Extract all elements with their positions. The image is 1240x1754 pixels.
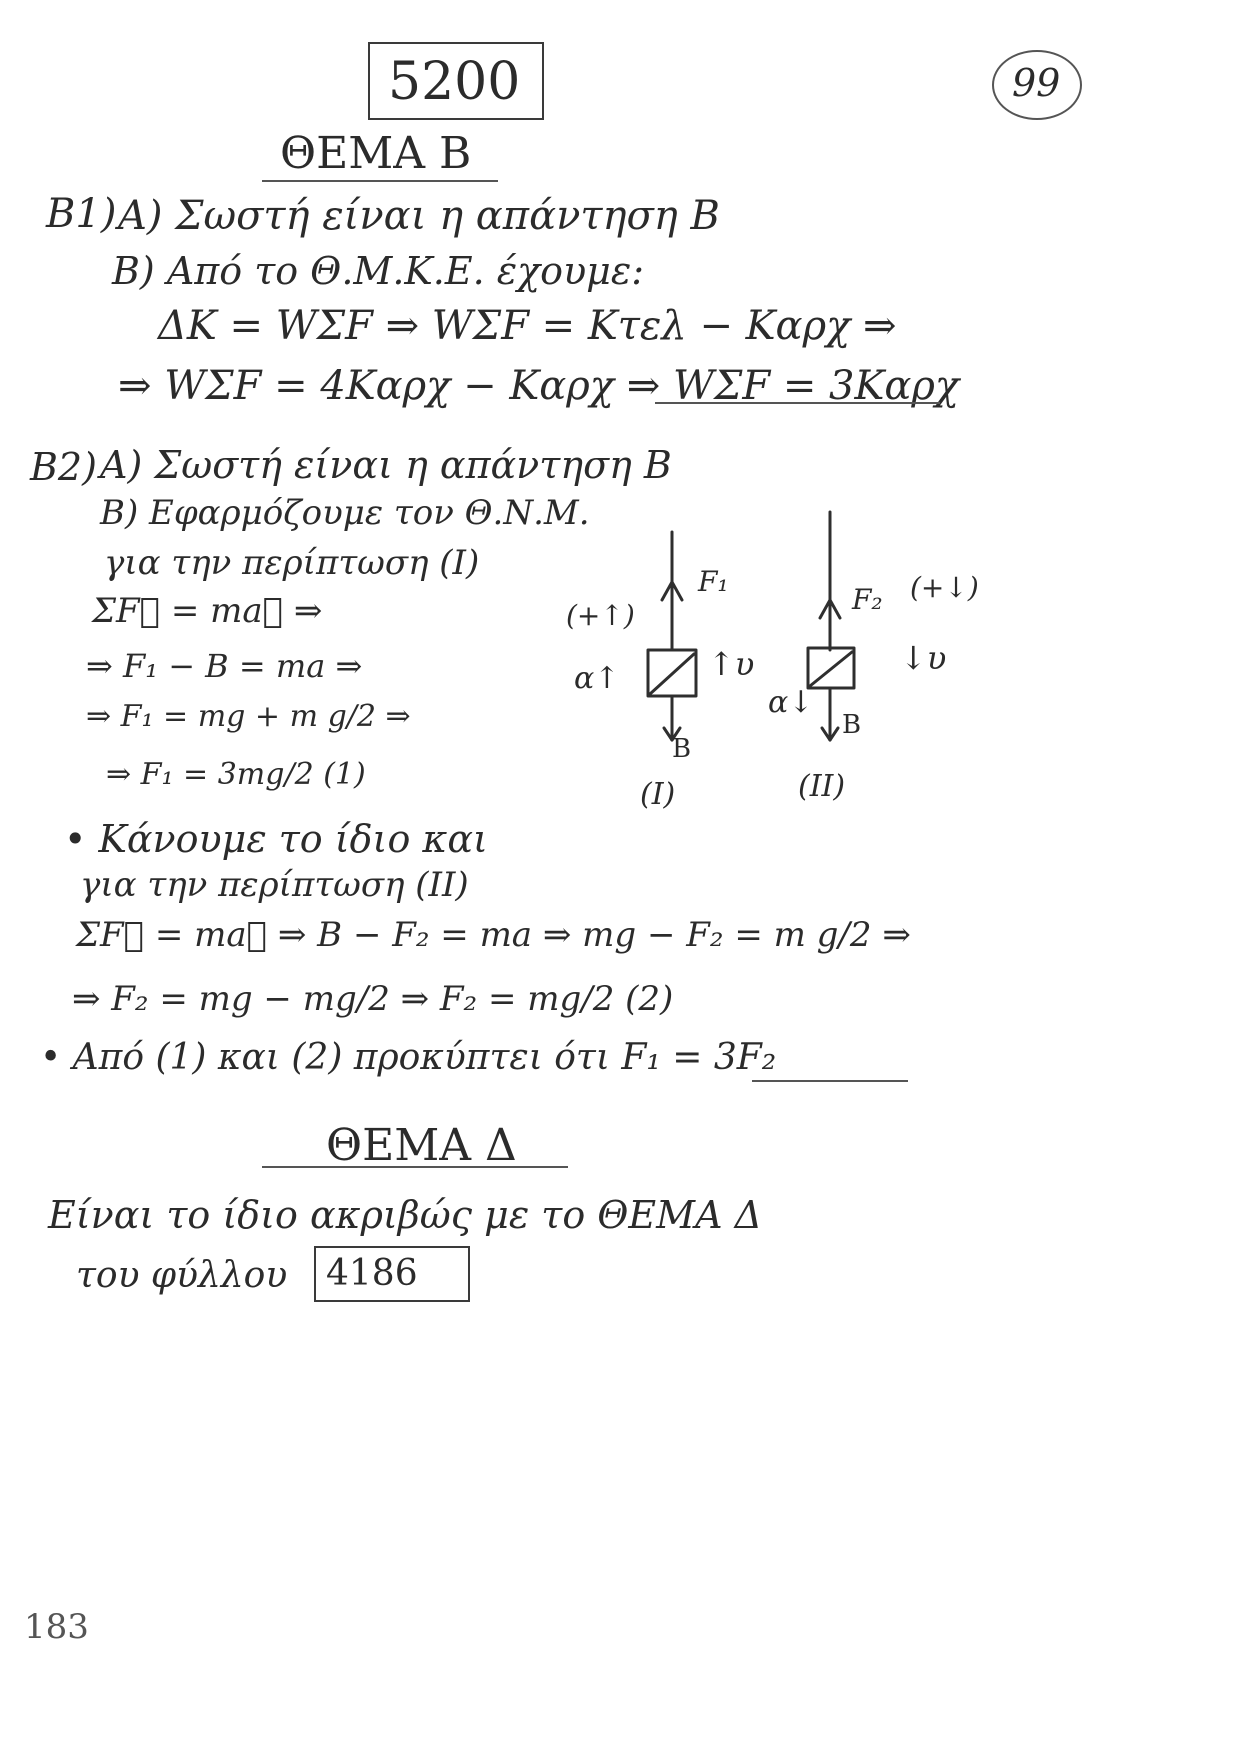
b2-b-line1: Β) Εφαρμόζουμε τον Θ.Ν.Μ. (100, 493, 590, 533)
theme-d-line1: Είναι το ίδιο ακριβώς με το ΘΕΜΑ Δ (48, 1193, 763, 1237)
b2-eq2: ⇒ F₁ − B = ma ⇒ (86, 647, 363, 685)
case1-label: (Ι) (640, 777, 676, 812)
b2-eq5: ΣF⃗ = ma⃗ ⇒ B − F₂ = ma ⇒ mg − F₂ = m g/2 ⇒ (76, 915, 911, 955)
b1-b-line: Β) Από το Θ.Μ.Κ.Ε. έχουμε: (112, 249, 645, 293)
case1-block-diagonal (650, 654, 694, 694)
b2-b-line2: για την περίπτωση (Ι) (104, 543, 480, 583)
case1-sign-convention: (+↑) (566, 599, 635, 632)
b1-eq2: ⇒ WΣF = 4Kαρχ − Kαρχ ⇒ WΣF = 3Kαρχ (118, 363, 960, 409)
case2-force-label: F₂ (852, 583, 883, 616)
b2-conclusion-underline (752, 1080, 908, 1082)
theme-d-line2-prefix: του φύλλου (76, 1255, 288, 1296)
b1-a-line: Α) Σωστή είναι η απάντηση Β (118, 193, 720, 239)
b2-eq6: ⇒ F₂ = mg − mg/2 ⇒ F₂ = mg/2 (2) (72, 979, 674, 1019)
theme-d-underline (262, 1166, 568, 1168)
case2-weight-label: B (842, 710, 862, 740)
sheet-number: 5200 (388, 52, 521, 112)
page-circle-number: 99 (1012, 61, 1061, 105)
page-number: 183 (24, 1607, 89, 1647)
ref-number: 4186 (326, 1253, 418, 1294)
case1-accel-label: α↑ (574, 661, 620, 696)
b2-eq4: ⇒ F₁ = 3mg/2 (1) (106, 757, 366, 792)
b2-label: Β2) (30, 445, 97, 489)
theme-b-title: ΘΕΜΑ Β (280, 128, 472, 179)
b2-a-line: Α) Σωστή είναι η απάντηση Β (100, 443, 672, 487)
case1-weight-label: B (672, 734, 692, 764)
b2-eq1: ΣF⃗ = ma⃗ ⇒ (92, 591, 323, 631)
b1-label: Β1) (46, 191, 117, 237)
case1-velocity-label: ↑υ (708, 645, 755, 683)
case1-force-label: F₁ (698, 565, 729, 598)
theme-d-title: ΘΕΜΑ Δ (326, 1120, 517, 1171)
b2-conclusion: • Από (1) και (2) προκύπτει ότι F₁ = 3F₂ (40, 1037, 777, 1078)
case2-block-diagonal (810, 652, 852, 686)
case2-sign-convention: (+↓) (910, 571, 979, 604)
case2-velocity-label: ↓υ (900, 639, 947, 677)
b2-eq3: ⇒ F₁ = mg + m g/2 ⇒ (86, 699, 411, 734)
b1-eq1: ΔΚ = WΣF ⇒ WΣF = Kτελ − Kαρχ ⇒ (158, 303, 897, 349)
case2-label: (ΙΙ) (798, 769, 846, 804)
b2-c-line1: • Κάνουμε το ίδιο και (64, 817, 488, 861)
b2-c-line2: για την περίπτωση (ΙΙ) (80, 865, 469, 905)
case2-accel-label: α↓ (768, 685, 814, 720)
